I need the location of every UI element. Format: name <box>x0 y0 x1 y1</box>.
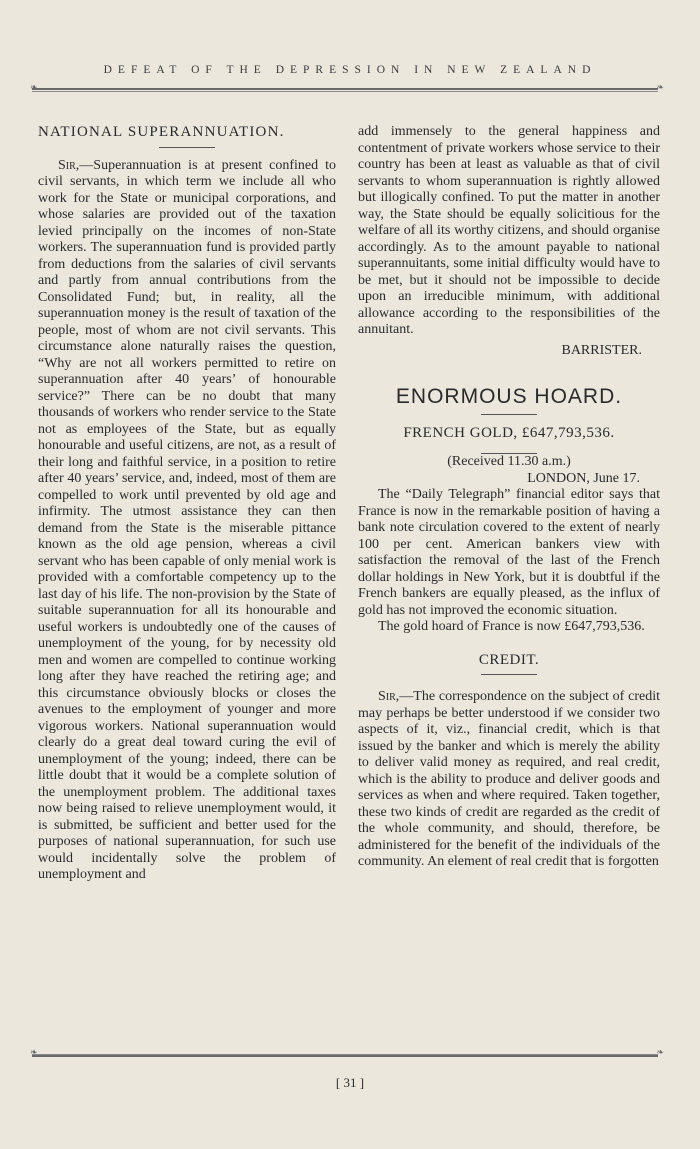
hoard-paragraph-1: The “Daily Telegraph” financial editor says that France is now in the remarkable position of having a bank note circulation covered to the extent of nearly 100 per cent. American bankers view with satisfaction the removal of the last of the French dollar holdings in New York, but it is doubtful if the French bankers are equally pleased, as the influx of gold has not improved the economic situation. <box>358 487 660 618</box>
letter-body: —Superannuation is at present confined to civil servants, in which term we include all who work for the State or municipal corporations, and whose salaries are provided out of the taxation levied principally on the incomes of non-State workers. The superannuation fund is provided partly from deductions from the salaries of civil servants and partly from annual contributions from the Consolidated Fund; but, in reality, all the superannuation money is the result of taxation of the people, most of whom are not civil servants. This circumstance alone naturally raises the question, “Why are not all workers permitted to retire on superannuation after 40 years’ of honourable service?” There can be no doubt that many thousands of workers who render service to the State not as employees of the State, but as equally honourable and useful citizens, are not, as a result of their long and faithful service, in a position to retire after 40 years’ service, and, indeed, most of them are compelled to work until prevented by old age and infirmity. The utmost assistance they can then demand from the State is the miserable pittance known as the old age pension, whereas a civil servant who has been capable of only menial work is provided with a comfortable competency up to the last day of his life. The non-provision by the State of suitable superannuation for all its honourable and useful workers is undoubtedly one of the causes of unemployment of the young, for by necessity old men and women are compelled to continue working long after they have reached the retiring age; and this circumstance obviously blocks or closes the avenues to the employment of younger and more vigorous workers. National superannuation would clearly do a great deal toward curing the evil of unemployment of the young; indeed, there can be little doubt that it would be a complete solution of the unemployment problem. The additional taxes now being raised to relieve unemployment would, it is submitted, be sufficient and better used for the purposes of national superannuation, for such use would incidentally solve the problem of unemployment and <box>38 157 336 882</box>
dateline: LONDON, June 17. <box>527 470 640 486</box>
heading-rule <box>159 147 215 148</box>
heading-rule <box>481 414 537 415</box>
credit-salutation: Sir, <box>378 689 400 704</box>
credit-letter <box>358 689 660 871</box>
heading-rule <box>481 674 537 675</box>
top-rule <box>30 83 664 93</box>
received-time: (Received 11.30 a.m.) <box>447 454 571 469</box>
signature: BARRISTER. <box>561 342 642 358</box>
letter-continuation: add immensely to the general happiness and contentment of private workers whose service to their country has been at least as valuable as that of civil servants to whom superannuation is rightly allowed but illogically confined. To put the matter in another way, the State should be equally solicitious for the welfare of all its worthy citizens, and should organise accordingly. As to the amount payable to national superannuitants, some initial difficulty would have to be met, but it should not be impossible to decide upon an irreducible minimum, with additional allowance according to the responsibilities of the annuitant. <box>358 124 660 337</box>
salutation: Sir, <box>58 157 80 173</box>
superannuation-letter <box>38 158 336 884</box>
running-head: DEFEAT OF THE DEPRESSION IN NEW ZEALAND <box>103 64 597 76</box>
page-number: [ 31 ] <box>335 1075 365 1090</box>
ornament-left-icon: ❧ <box>30 83 38 93</box>
credit-body: —The correspondence on the subject of credit may perhaps be better understood if we consider two aspects of it, viz., financial credit, which is that issued by the banker and which is merely the ability to deliver valid money as required, and real credit, which is the ability to produce and deliver goods and services as when and where required. Taken together, these two kinds of credit are regarded as the credit of the whole community, and should, therefore, be administered for the benefit of the individuals of the community. An element of real credit that is forgotten <box>358 689 660 869</box>
article-subheading-gold: FRENCH GOLD, £647,793,536. <box>403 424 615 441</box>
hoard-paragraph-2: The gold hoard of France is now £647,793,536. <box>378 619 645 634</box>
ornament-right-icon: ❧ <box>656 83 664 93</box>
right-column <box>358 124 660 871</box>
bottom-rule <box>30 1048 664 1058</box>
ornament-left-icon: ❧ <box>30 1048 38 1058</box>
article-heading-credit: CREDIT. <box>478 651 540 668</box>
article-heading-hoard: ENORMOUS HOARD. <box>395 385 623 408</box>
article-heading-superannuation: NATIONAL SUPERANNUATION. <box>38 124 285 140</box>
ornament-right-icon: ❧ <box>656 1048 664 1058</box>
left-column <box>38 124 336 884</box>
